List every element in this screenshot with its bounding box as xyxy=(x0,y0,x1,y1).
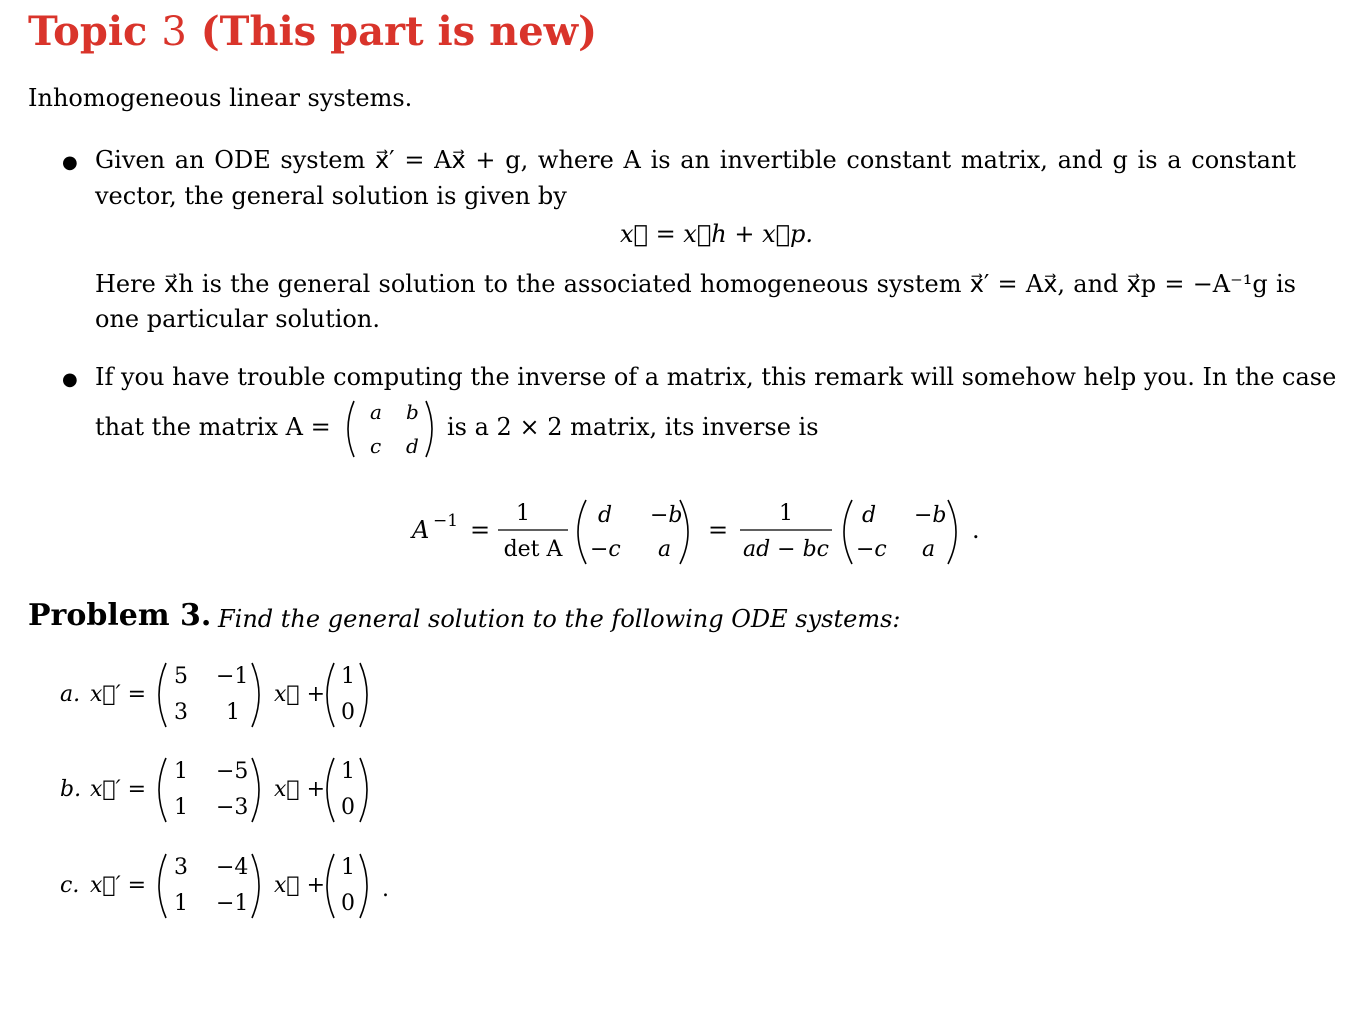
svg-text:=: = xyxy=(470,516,491,544)
fraction1-numerator: 1 xyxy=(516,501,530,526)
bullet1-line3: Here x⃗h is the general solution to the associated homogeneous system x⃗′ = Ax⃗, and x⃗p = −A⁻¹g is xyxy=(95,270,1296,298)
bullet2-line1: If you have trouble computing the inverse of a matrix, this remark will somehow help you. In the case xyxy=(95,363,1337,391)
formula-end: . xyxy=(972,516,980,544)
bullet-2: ● xyxy=(62,369,78,390)
matrix-entry: −1 xyxy=(216,664,249,689)
matrix-entry: 1 xyxy=(174,759,188,784)
inverse-matrix-entry: d xyxy=(598,503,613,528)
bullet1-line2: vector, the general solution is given by xyxy=(95,182,567,210)
bullet2-line2-post: is a 2 × 2 matrix, its inverse is xyxy=(447,413,819,441)
matrix-entry: 1 xyxy=(174,891,188,916)
matrix-entry: −3 xyxy=(216,795,249,820)
item-label: c. xyxy=(60,873,80,898)
formula-lhs: A xyxy=(412,516,430,544)
intro-text: Inhomogeneous linear systems. xyxy=(28,84,413,112)
inverse-matrix-entry: −b xyxy=(650,503,683,528)
vector-entry: 0 xyxy=(341,891,355,916)
matrix-entry: d xyxy=(406,434,419,458)
item-mid: x⃗ + xyxy=(274,873,326,898)
vector-entry: 0 xyxy=(341,700,355,725)
inverse-matrix-entry: a xyxy=(658,537,672,562)
matrix-entry: c xyxy=(370,434,382,458)
matrix-entry: 1 xyxy=(174,795,188,820)
solution-equation: x⃗ = x⃗h + x⃗p. xyxy=(620,220,813,248)
bullet2-line2-pre: that the matrix A = xyxy=(95,413,331,441)
vector-entry: 1 xyxy=(341,664,355,689)
bullet-1: ● xyxy=(62,152,78,173)
title-number: 3 xyxy=(161,9,187,55)
problem-heading: Problem 3. xyxy=(28,598,212,633)
item-label: b. xyxy=(60,777,82,802)
vector-entry: 1 xyxy=(341,759,355,784)
inverse-matrix-entry: −c xyxy=(856,537,887,562)
problem-item-b xyxy=(56,750,416,830)
item-lhs: x⃗′ = xyxy=(90,777,147,802)
formula-exponent: −1 xyxy=(433,511,459,531)
matrix-entry: b xyxy=(406,400,419,424)
matrix-entry: 1 xyxy=(226,700,240,725)
vector-entry: 0 xyxy=(341,795,355,820)
problem-text: Find the general solution to the following ODE systems: xyxy=(218,605,901,633)
inverse-formula xyxy=(400,490,1000,572)
page-title xyxy=(28,8,597,55)
inverse-matrix-entry: −c xyxy=(590,537,621,562)
vector-entry: 1 xyxy=(341,855,355,880)
item-mid: x⃗ + xyxy=(274,777,326,802)
item-mid: x⃗ + xyxy=(274,682,326,707)
inverse-matrix-entry: d xyxy=(862,503,877,528)
matrix-entry: 3 xyxy=(174,855,188,880)
matrix-entry: −1 xyxy=(216,891,249,916)
fraction2-numerator: 1 xyxy=(779,501,793,526)
bullet1-line1: Given an ODE system x⃗′ = Ax⃗ + g, where A is an invertible constant matrix, and g is a constant xyxy=(95,146,1296,174)
matrix-entry: 3 xyxy=(174,700,188,725)
title-label: Topic xyxy=(28,8,148,55)
item-lhs: x⃗′ = xyxy=(90,873,147,898)
bullet1-line4: one particular solution. xyxy=(95,305,380,333)
fraction2-denominator: ad − bc xyxy=(742,537,830,562)
matrix-entry: −4 xyxy=(216,855,249,880)
problem-item-c xyxy=(56,846,416,926)
matrix-entry: 5 xyxy=(174,664,188,689)
item-lhs: x⃗′ = xyxy=(90,682,147,707)
item-label: a. xyxy=(60,682,81,707)
fraction1-denominator: det A xyxy=(503,537,563,562)
matrix-entry: −5 xyxy=(216,759,249,784)
matrix-entry: a xyxy=(370,400,382,424)
matrix-abcd xyxy=(340,395,440,465)
title-note: (This part is new) xyxy=(200,8,598,55)
inverse-matrix-entry: −b xyxy=(914,503,947,528)
item-end: . xyxy=(382,877,389,902)
problem-item-a xyxy=(56,655,416,735)
inverse-matrix-entry: a xyxy=(922,537,936,562)
svg-text:=: = xyxy=(708,516,729,544)
